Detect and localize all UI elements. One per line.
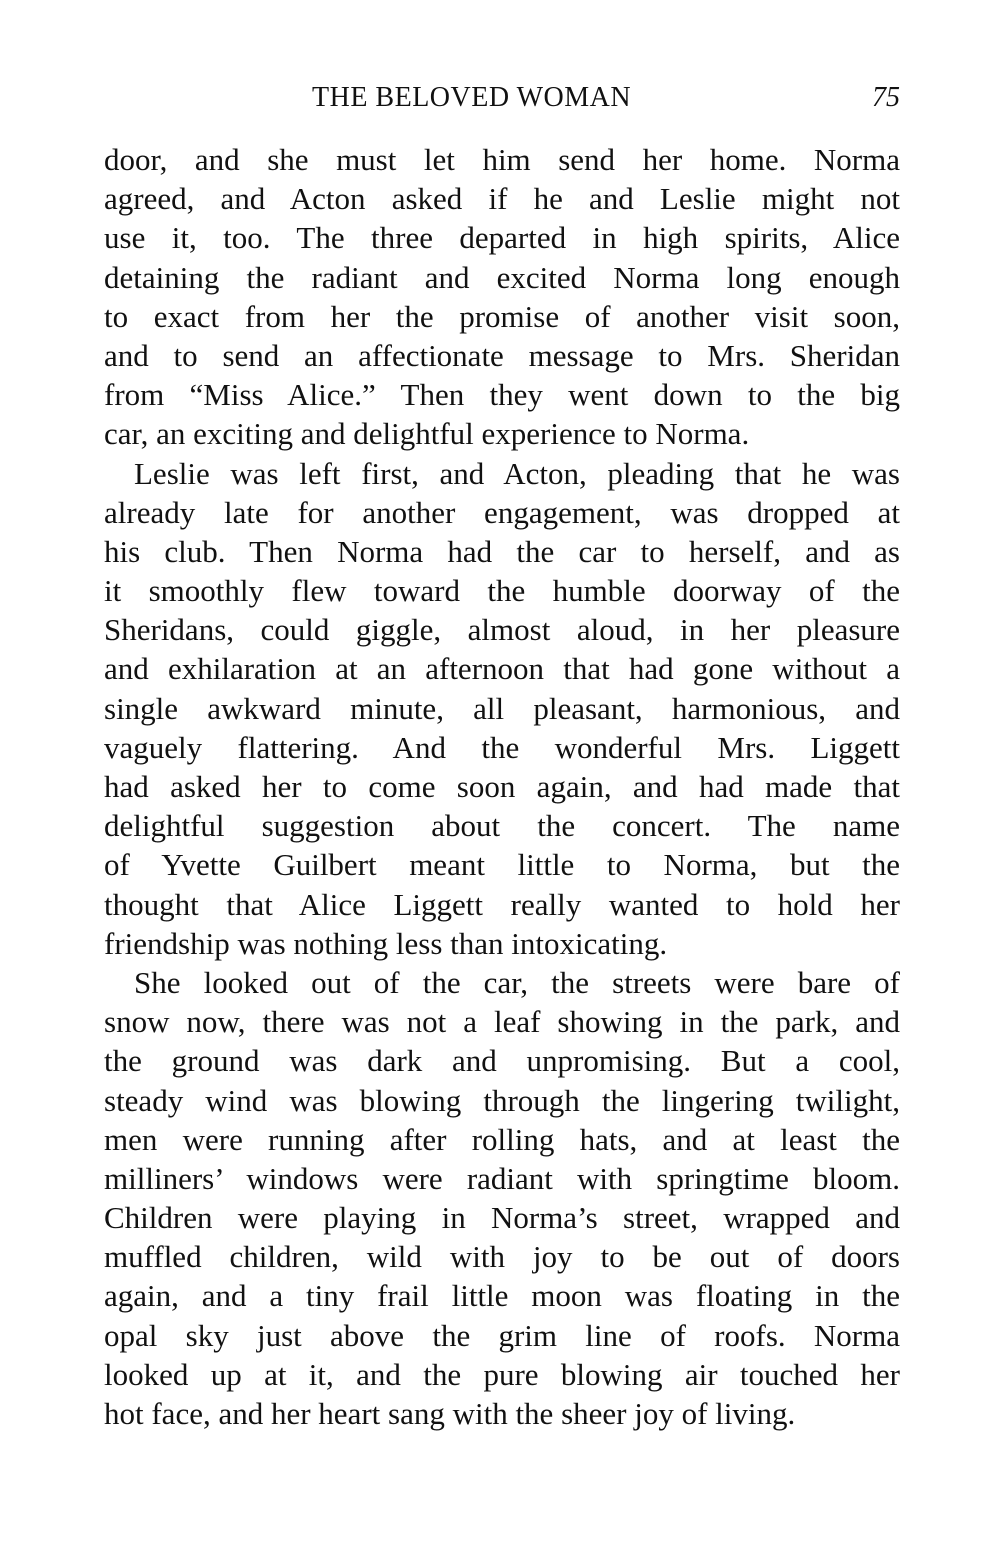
running-title: THE BELOVED WOMAN <box>312 82 632 113</box>
text-line: again, and a tiny frail little moon was floating in the <box>104 1278 900 1314</box>
text-line: from “Miss Alice.” Then they went down to the big <box>104 377 900 413</box>
text-line: detaining the radiant and excited Norma long enough <box>104 259 900 295</box>
text-line: and exhilaration at an afternoon that had gone without a <box>104 651 900 687</box>
text-line: Sheridans, could giggle, almost aloud, in her pleasure <box>104 612 900 648</box>
text-line: car, an exciting and delightful experience to Norma. <box>104 416 750 452</box>
text-line: muffled children, wild with joy to be out of doors <box>104 1239 900 1275</box>
text-line: men were running after rolling hats, and at least the <box>104 1121 900 1157</box>
text-line: opal sky just above the grim line of roofs. Norma <box>104 1317 900 1353</box>
text-line: it smoothly flew toward the humble doorway of the <box>104 573 900 609</box>
text-line: steady wind was blowing through the lingering twilight, <box>104 1082 900 1118</box>
text-line: Leslie was left first, and Acton, pleading that he was <box>134 455 900 491</box>
text-line: of Yvette Guilbert meant little to Norma, but the <box>104 847 900 883</box>
text-line: delightful suggestion about the concert. The name <box>104 808 900 844</box>
text-line: his club. Then Norma had the car to herself, and as <box>104 533 900 569</box>
text-line: vaguely flattering. And the wonderful Mrs. Liggett <box>104 729 900 765</box>
text-line: snow now, there was not a leaf showing in the park, and <box>104 1004 900 1040</box>
text-line: Children were playing in Norma’s street, wrapped and <box>104 1200 900 1236</box>
body-text <box>104 140 900 1433</box>
text-line: already late for another engagement, was dropped at <box>104 494 900 530</box>
text-line: friendship was nothing less than intoxicating. <box>104 925 668 961</box>
page-header <box>104 82 900 122</box>
text-line: and to send an affectionate message to Mrs. Sheridan <box>104 337 900 373</box>
text-line: single awkward minute, all pleasant, harmonious, and <box>104 690 900 726</box>
text-line: agreed, and Acton asked if he and Leslie might not <box>104 181 900 217</box>
text-line: hot face, and her heart sang with the sheer joy of living. <box>104 1396 796 1431</box>
text-line: the ground was dark and unpromising. But a cool, <box>104 1043 900 1079</box>
text-line: door, and she must let him send her home. Norma <box>104 142 900 177</box>
page-number: 75 <box>872 82 900 113</box>
text-line: thought that Alice Liggett really wanted to hold her <box>104 886 900 922</box>
text-line: She looked out of the car, the streets were bare of <box>134 964 900 1000</box>
text-line: looked up at it, and the pure blowing air touched her <box>104 1356 900 1392</box>
text-line: had asked her to come soon again, and had made that <box>104 769 900 804</box>
text-line: use it, too. The three departed in high spirits, Alice <box>104 220 900 256</box>
text-line: milliners’ windows were radiant with springtime bloom. <box>104 1160 900 1196</box>
text-line: to exact from her the promise of another visit soon, <box>104 298 900 334</box>
